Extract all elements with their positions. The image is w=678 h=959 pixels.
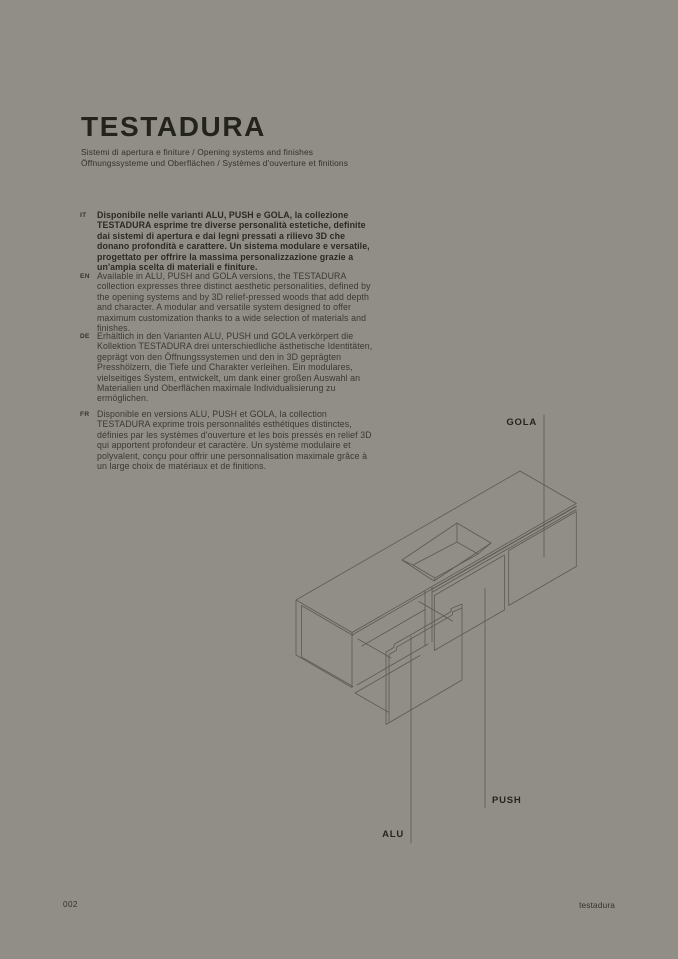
gola-label: GOLA [506,417,537,428]
drawer-box [355,602,453,713]
push-door-panel [434,555,504,651]
push-label: PUSH [492,795,522,806]
paragraph-text-de: Erhältlich in den Varianten ALU, PUSH und GOLA verkörpert die Kollektion TESTADURA drei unterschiedliche ästhetische Identitäten, geprägt von den Öffnungssystemen und den in 3D geprägten Presshölzern, die Tiefe und Charakter verleihen. Ein modulares, vielseitiges System, entwickelt, um dank einer großen Auswahl an Materialien und Oberflächen maximale Individualisierung zu ermöglichen. [97,331,373,404]
footer-section-name: testadura [579,901,615,910]
language-code-fr: FR [80,410,90,418]
paragraph-text-fr: Disponible en versions ALU, PUSH et GOLA, la collection TESTADURA exprime trois personnalités esthétiques distinctes, définies par les systèmes d'ouverture et les bois pressés en relief 3D qui apportent profondeur et caractère. Un système modulaire et polyvalent, conçu pour offrir une personnalisation maximale grâce à un large choix de matériaux et de finitions. [97,409,372,472]
paragraph-text-it: Disponibile nelle varianti ALU, PUSH e GOLA, la collezione TESTADURA esprime tre diverse personalità estetiche, definite dai sistemi di apertura e dai legni pressati a rilievo 3D che donano profondità e carattere. Un sistema modulare e versatile, progettato per offrire la massima personalizzazione grazie a un'ampia scelta di materiali e finiture. [97,210,370,273]
page-title: TESTADURA [81,111,266,142]
language-code-en: EN [80,272,90,280]
divider-panel [425,587,432,647]
language-code-it: IT [80,211,87,219]
page-number: 002 [63,900,78,909]
drawer-front-panel [386,604,462,725]
alu-label: ALU [382,829,404,840]
compartment-interior [302,606,429,687]
cabinet-left-face [296,600,352,688]
language-code-de: DE [80,332,90,340]
cabinet-top-face [296,471,576,633]
drawer-front-thickness [389,608,462,722]
basin-floor [413,542,478,578]
subtitle-line-1: Sistemi di apertura e finiture / Opening systems and finishes [81,147,314,157]
subtitle-line-2: Öffnungssysteme und Oberflächen / Systèmes d'ouverture et finitions [81,157,349,168]
paragraph-text-en: Available in ALU, PUSH and GOLA versions, the TESTADURA collection expresses three distinct aesthetic personalities, defined by the opening systems and by 3D relief-pressed woods that add depth and character. A modular and versatile system designed to offer maximum customization thanks to a wide selection of materials and finishes. [97,271,371,334]
